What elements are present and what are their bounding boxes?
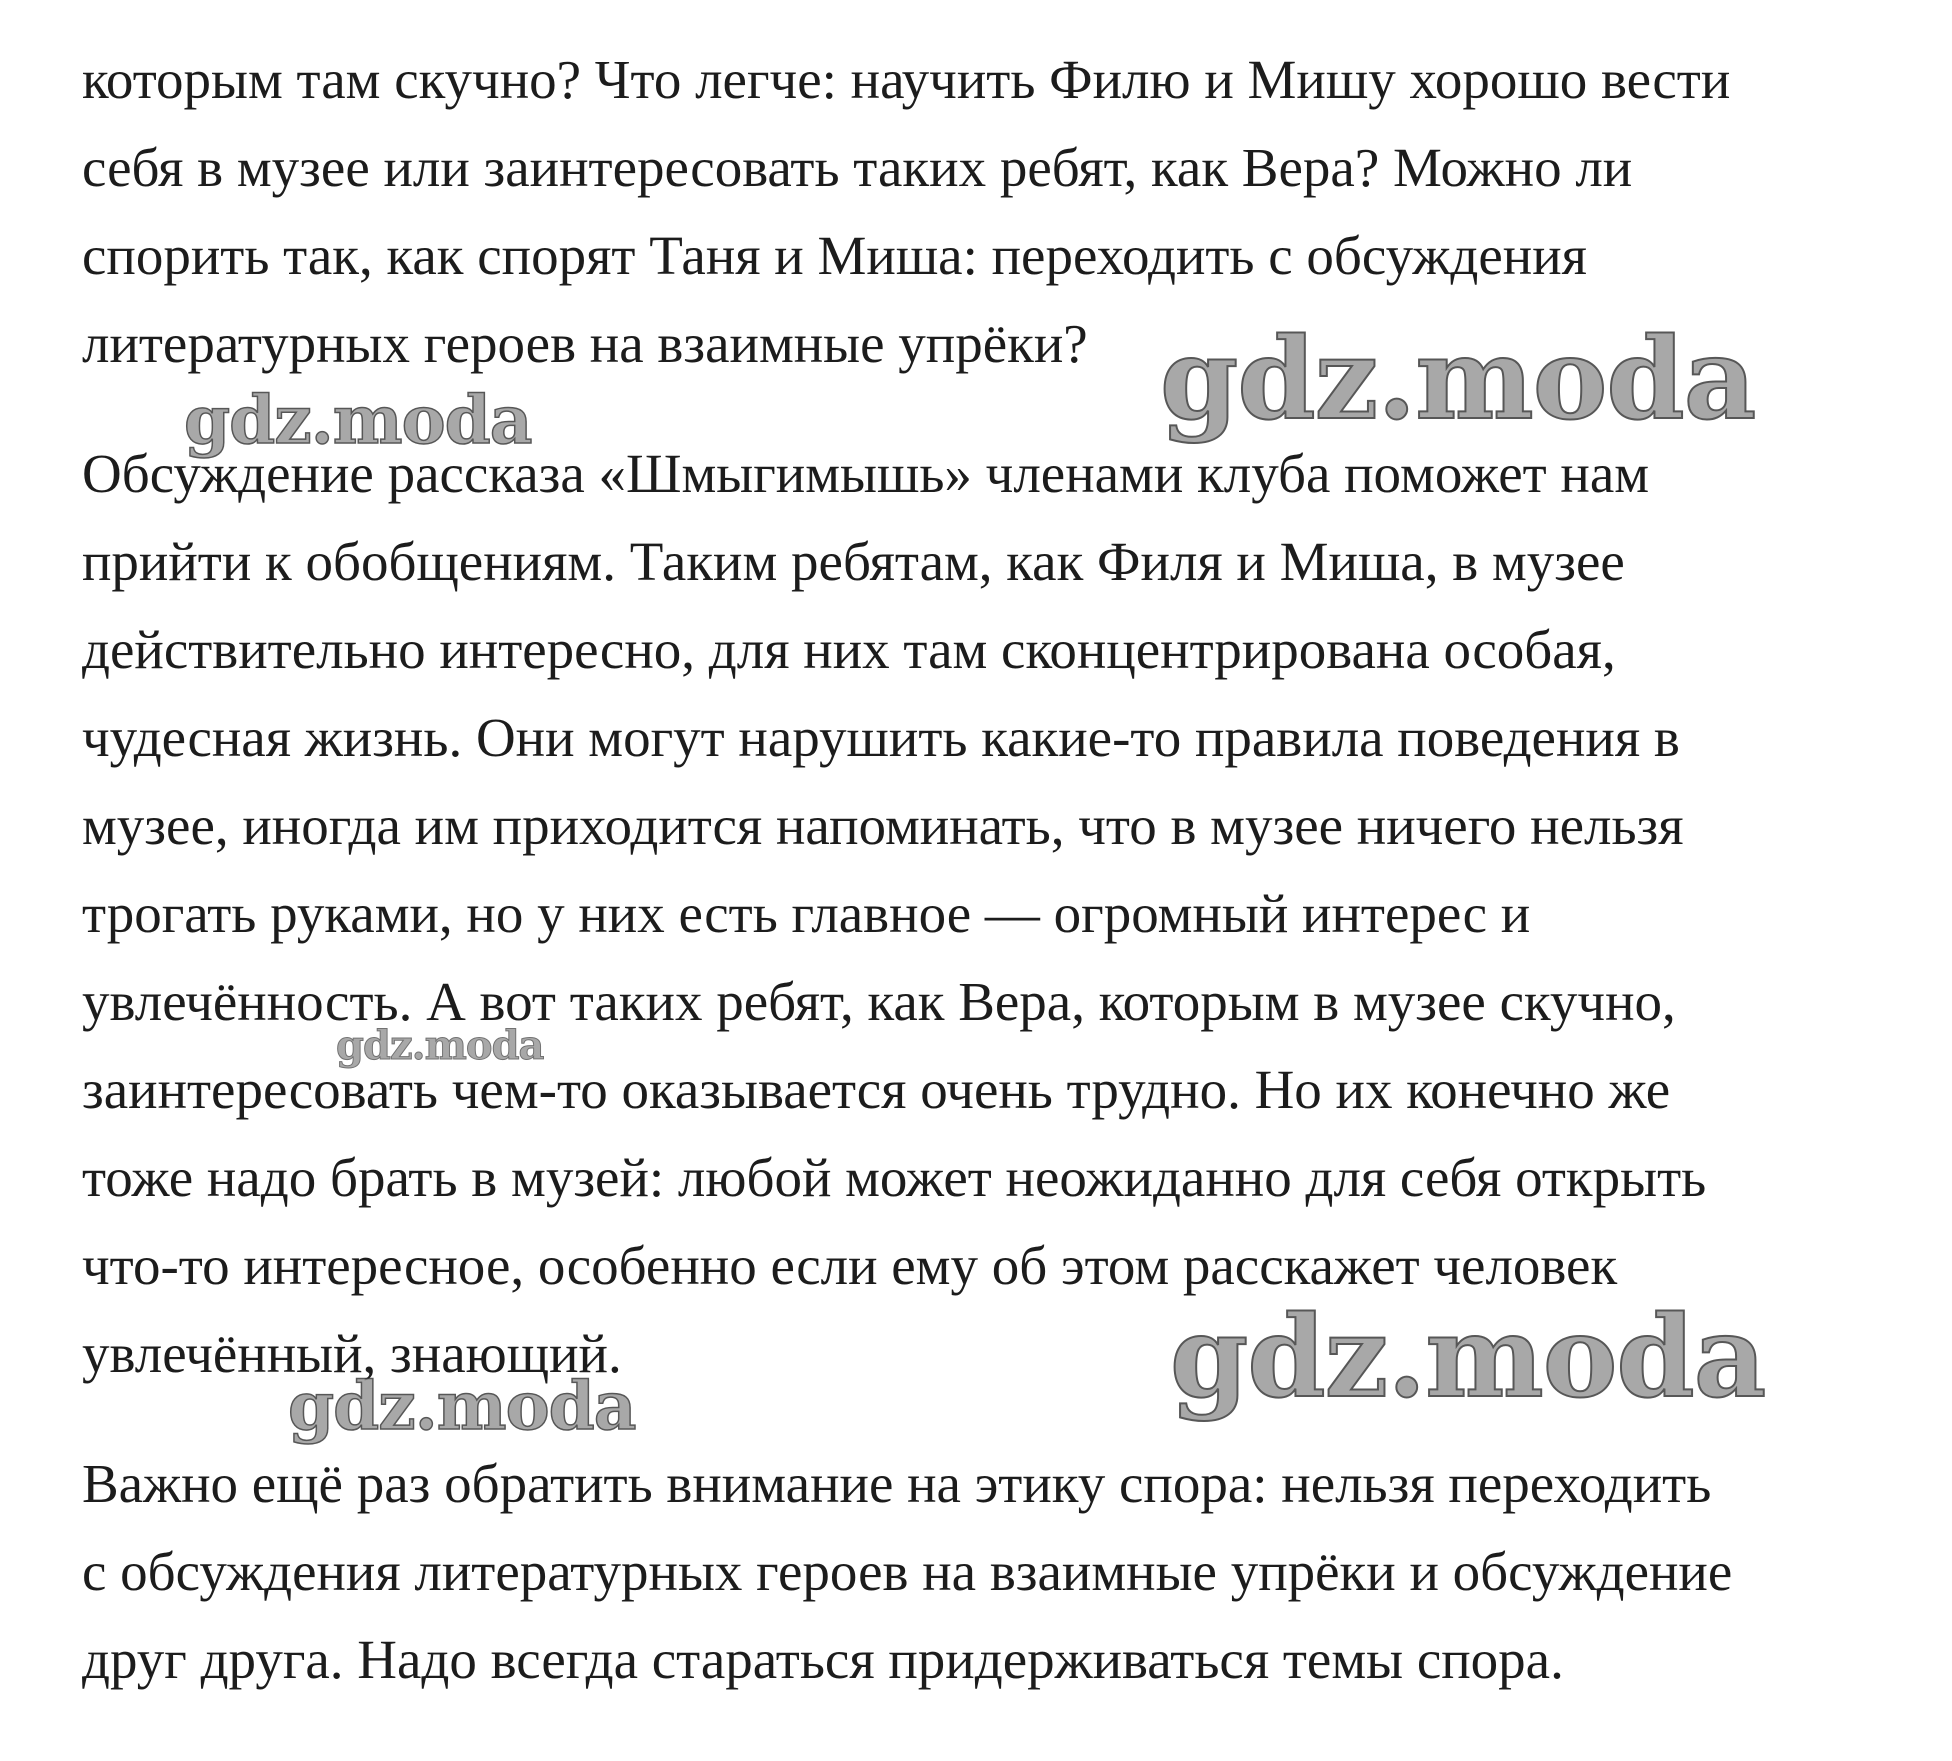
text-line: чудесная жизнь. Они могут нарушить какие-то правила поведения в (82, 707, 1680, 768)
text-line: себя в музее или заинтересовать таких ребят, как Вера? Можно ли (82, 137, 1633, 198)
text-line: увлечённый, знающий. (82, 1323, 622, 1384)
text-line: прийти к обобщениям. Таким ребятам, как Филя и Миша, в музее (82, 531, 1625, 592)
text-line: музее, иногда им приходится напоминать, что в музее ничего нельзя (82, 795, 1684, 856)
watermark: gdz.moda (184, 381, 532, 459)
text-line: с обсуждения литературных героев на взаимные упрёки и обсуждение (82, 1541, 1733, 1602)
text-line: литературных героев на взаимные упрёки? (82, 313, 1088, 374)
text-line: спорить так, как спорят Таня и Миша: переходить с обсуждения (82, 225, 1587, 286)
watermark: gdz.moda (1170, 1292, 1766, 1423)
text-line: тоже надо брать в музей: любой может неожиданно для себя открыть (82, 1147, 1707, 1208)
watermark: gdz.moda (336, 1022, 544, 1069)
text-line: Обсуждение рассказа «Шмыгимышь» членами клуба поможет нам (82, 443, 1650, 504)
text-line: трогать руками, но у них есть главное — огромный интерес и (82, 883, 1531, 944)
text-line: действительно интересно, для них там сконцентрирована особая, (82, 619, 1616, 680)
text-line: друг друга. Надо всегда стараться придерживаться темы спора. (82, 1629, 1564, 1690)
text-line: которым там скучно? Что легче: научить Филю и Мишу хорошо вести (82, 49, 1731, 110)
watermark: gdz.moda (288, 1367, 636, 1445)
text-line: Важно ещё раз обратить внимание на этику спора: нельзя переходить (82, 1453, 1712, 1514)
text-line: заинтересовать чем-то оказывается очень трудно. Но их конечно же (82, 1059, 1671, 1120)
watermark: gdz.moda (1160, 314, 1756, 445)
text-line: что-то интересное, особенно если ему об этом расскажет человек (82, 1235, 1618, 1296)
text-line: увлечённость. А вот таких ребят, как Вера, которым в музее скучно, (82, 971, 1676, 1032)
